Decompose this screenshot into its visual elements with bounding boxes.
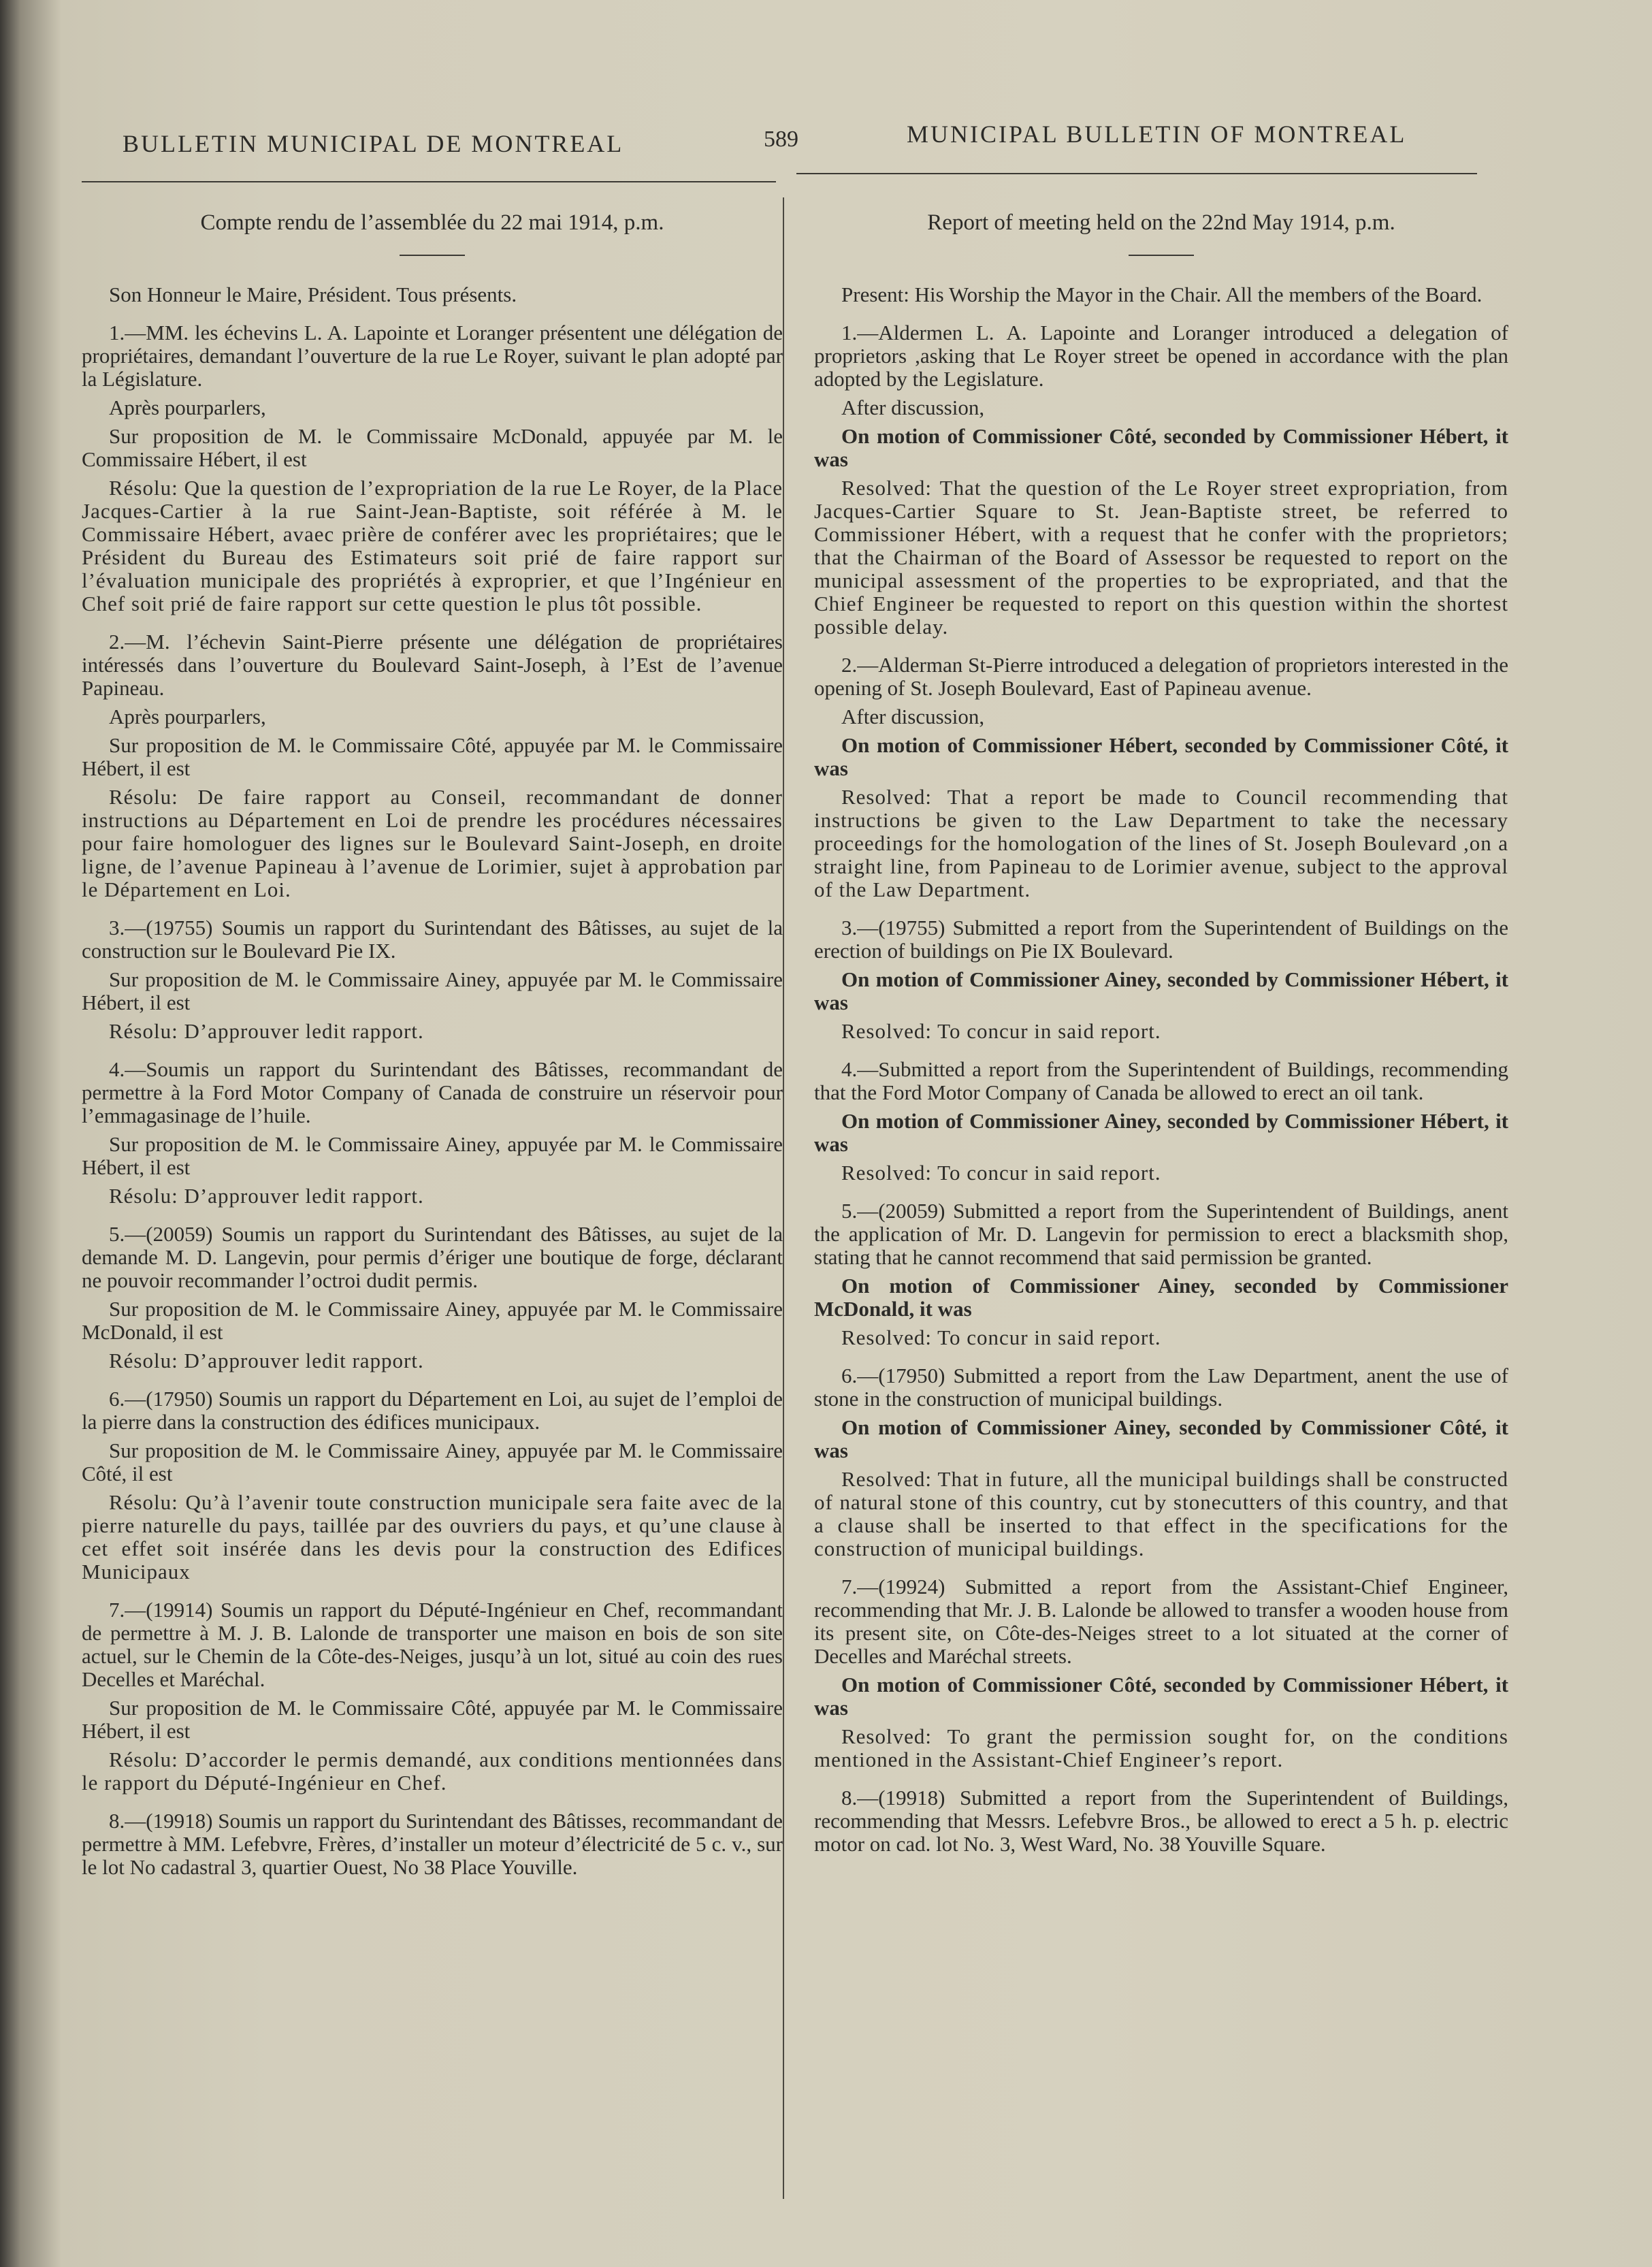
en-agenda-item: [814, 1364, 1508, 1560]
item-resolution: Resolved: To concur in said report.: [841, 1161, 1161, 1185]
item-resolution: Resolved: That a report be made to Council recommending that instructions be given to the Law Department to take the necessary proceedings for the homologation of the lines of St. Joseph Boulevard ,on a straight line, from Papineau to de Lorimier avenue, subject to the approval of the Law Department.: [814, 785, 1508, 901]
item-motion: On motion of Commissioner Ainey, seconded by Commissioner Hébert, it was: [814, 967, 1508, 1014]
fr-agenda-item: [82, 916, 783, 1043]
item-text: 5.—(20059) Submitted a report from the Superintendent of Buildings, anent the application of Mr. D. Langevin for permission to erect a blacksmith shop, stating that he cannot recommend that said permission be granted.: [814, 1199, 1508, 1269]
item-after-discussion: Après pourparlers,: [109, 705, 266, 728]
item-resolution: Résolu: D’approuver ledit rapport.: [109, 1184, 424, 1208]
item-text: 8.—(19918) Soumis un rapport du Surintendant des Bâtisses, recommandant de permettre à MM. Lefebvre, Frères, d’installer un moteur d’électricité de 5 c. v., sur le lot No cadastral 3, quartier Ouest, No 38 Place Youville.: [82, 1809, 783, 1879]
en-agenda-item: [814, 1200, 1508, 1349]
en-agenda-item: [814, 654, 1508, 901]
en-agenda-item: [814, 916, 1508, 1043]
item-text: 1.—MM. les échevins L. A. Lapointe et Loranger présentent une délégation de propriétaires, demandant l’ouverture de la rue Le Royer, suivant le plan adopté par la Législature.: [82, 321, 783, 391]
item-text: 4.—Soumis un rapport du Surintendant des Bâtisses, recommandant de permettre à la Ford Motor Company of Canada de construire un réservoir pour l’emmagasinage de l’huile.: [82, 1057, 783, 1127]
item-text: 7.—(19914) Soumis un rapport du Député-Ingénieur en Chef, recommandant de permettre à M. J. B. Lalonde de transporter une maison en bois de son site actuel, sur le Chemin de la Côte-des-Neiges, jusqu’à un lot, situé au coin des rues Decelles et Maréchal.: [82, 1598, 783, 1691]
page-header: [123, 120, 1484, 167]
header-french-title: BULLETIN MUNICIPAL DE MONTREAL: [123, 130, 624, 157]
fr-agenda-item: [82, 1058, 783, 1208]
item-text: 1.—Aldermen L. A. Lapointe and Loranger introduced a delegation of proprietors ,asking that Le Royer street be opened in accordance with the plan adopted by the Legislature.: [814, 321, 1508, 391]
item-resolution: Resolved: That the question of the Le Royer street expropriation, from Jacques-Cartier Square to St. Jean-Baptiste street, be referred to Commissioner Hébert, with a request that he confer with the proprietors; that the Chairman of the Board of Assessor be requested to report on the municipal assessment of the properties to be expropriated, and that the Chief Engineer be requested to report on this question within the shortest possible delay.: [814, 476, 1508, 639]
item-resolution: Résolu: D’approuver ledit rapport.: [109, 1349, 424, 1372]
fr-agenda-item: [82, 1810, 783, 1879]
item-motion: On motion of Commissioner Côté, seconded by Commissioner Hébert, it was: [814, 1673, 1508, 1720]
item-text: 6.—(17950) Soumis un rapport du Département en Loi, au sujet de l’emploi de la pierre dans la construction des édifices municipaux.: [82, 1387, 783, 1434]
french-items: [82, 321, 783, 1879]
item-motion: On motion of Commissioner Ainey, seconded by Commissioner McDonald, it was: [814, 1274, 1508, 1321]
item-resolution: Resolved: That in future, all the municipal buildings shall be constructed of natural stone of this country, cut by stonecutters of this country, and that a clause shall be inserted to that effect in the specifications for the construction of municipal buildings.: [814, 1467, 1508, 1560]
french-title: Compte rendu de l’assemblée du 22 mai 1914, p.m.: [200, 210, 664, 235]
item-after-discussion: After discussion,: [841, 705, 985, 728]
item-resolution: Résolu: D’approuver ledit rapport.: [109, 1019, 424, 1043]
english-column: [814, 197, 1508, 1861]
item-resolution: Resolved: To concur in said report.: [841, 1019, 1161, 1043]
page-number: 589: [764, 127, 798, 152]
item-resolution: Résolu: De faire rapport au Conseil, recommandant de donner instructions au Département en Loi de prendre les procédures nécessaires pour faire homologuer des lignes sur le Boulevard Saint-Joseph, en droite ligne, de l’avenue Papineau à l’avenue de Lorimier, sujet à approbation par le Département en Loi.: [82, 785, 783, 901]
fr-agenda-item: [82, 1387, 783, 1583]
header-rule-left: [82, 181, 776, 182]
item-motion: Sur proposition de M. le Commissaire Ainey, appuyée par M. le Commissaire Hébert, il est: [82, 967, 783, 1014]
item-text: 3.—(19755) Soumis un rapport du Surintendant des Bâtisses, au sujet de la construction sur le Boulevard Pie IX.: [82, 916, 783, 963]
item-resolution: Résolu: D’accorder le permis demandé, aux conditions mentionnées dans le rapport du Député-Ingénieur en Chef.: [82, 1748, 783, 1795]
english-items: [814, 321, 1508, 1856]
en-agenda-item: [814, 321, 1508, 639]
fr-agenda-item: [82, 321, 783, 615]
header-rule-right: [796, 173, 1477, 174]
en-agenda-item: [814, 1575, 1508, 1771]
item-motion: Sur proposition de M. le Commissaire Côté, appuyée par M. le Commissaire Hébert, il est: [82, 733, 783, 780]
english-title-rule: [1129, 255, 1194, 256]
item-motion: On motion of Commissioner Côté, seconded by Commissioner Hébert, it was: [814, 424, 1508, 471]
french-column: [82, 197, 783, 1884]
item-text: 2.—Alderman St-Pierre introduced a delegation of proprietors interested in the opening of St. Joseph Boulevard, East of Papineau avenue.: [814, 653, 1508, 700]
fr-agenda-item: [82, 630, 783, 901]
en-agenda-item: [814, 1058, 1508, 1185]
item-motion: On motion of Commissioner Ainey, seconded by Commissioner Côté, it was: [814, 1415, 1508, 1462]
item-text: 7.—(19924) Submitted a report from the Assistant-Chief Engineer, recommending that Mr. J. B. Lalonde be allowed to transfer a wooden house from its present site, on Côte-des-Neiges street to a lot situated at the corner of Decelles and Maréchal streets.: [814, 1575, 1508, 1668]
item-after-discussion: After discussion,: [841, 396, 985, 419]
item-resolution: Resolved: To concur in said report.: [841, 1325, 1161, 1349]
item-motion: On motion of Commissioner Hébert, seconded by Commissioner Côté, it was: [814, 733, 1508, 780]
fr-agenda-item: [82, 1223, 783, 1372]
item-motion: Sur proposition de M. le Commissaire Ainey, appuyée par M. le Commissaire Hébert, il est: [82, 1132, 783, 1179]
item-text: 4.—Submitted a report from the Superintendent of Buildings, recommending that the Ford Motor Company of Canada be allowed to erect an oil tank.: [814, 1057, 1508, 1104]
item-resolution: Resolved: To grant the permission sought for, on the conditions mentioned in the Assistant-Chief Engineer’s report.: [814, 1724, 1508, 1771]
french-title-rule: [400, 255, 465, 256]
item-resolution: Résolu: Qu’à l’avenir toute construction municipale sera faite avec de la pierre naturelle du pays, taillée par des ouvriers du pays, et qu’une clause à cet effet soit insérée dans les devis pour la construction des Edifices Municipaux: [82, 1490, 783, 1583]
header-english-title: MUNICIPAL BULLETIN OF MONTREAL: [907, 120, 1407, 148]
english-title: Report of meeting held on the 22nd May 1914, p.m.: [927, 210, 1395, 235]
en-agenda-item: [814, 1786, 1508, 1856]
english-present: Present: His Worship the Mayor in the Chair. All the members of the Board.: [841, 283, 1483, 306]
item-motion: Sur proposition de M. le Commissaire Côté, appuyée par M. le Commissaire Hébert, il est: [82, 1696, 783, 1743]
fr-agenda-item: [82, 1598, 783, 1795]
item-motion: Sur proposition de M. le Commissaire McDonald, appuyée par M. le Commissaire Hébert, il est: [82, 424, 783, 471]
item-after-discussion: Après pourparlers,: [109, 396, 266, 419]
item-resolution: Résolu: Que la question de l’expropriation de la rue Le Royer, de la Place Jacques-Cartier à la rue Saint-Jean-Baptiste, soit référée à M. le Commissaire Hébert, avaec prière de conférer avec les propriétaires; que le Président du Bureau des Estimateurs soit prié de faire rapport sur l’évaluation municipale des propriétés à exproprier, et que l’Ingénieur en Chef soit prié de faire rapport sur cette question le plus tôt possible.: [82, 476, 783, 615]
item-text: 5.—(20059) Soumis un rapport du Surintendant des Bâtisses, au sujet de la demande M. D. Langevin, pour permis d’ériger une boutique de forge, déclarant ne pouvoir recommander l’octroi dudit permis.: [82, 1222, 783, 1292]
item-motion: Sur proposition de M. le Commissaire Ainey, appuyée par M. le Commissaire McDonald, il est: [82, 1297, 783, 1344]
item-text: 6.—(17950) Submitted a report from the Law Department, anent the use of stone in the construction of municipal buildings.: [814, 1364, 1508, 1411]
column-divider: [783, 197, 784, 2199]
item-motion: On motion of Commissioner Ainey, seconded by Commissioner Hébert, it was: [814, 1109, 1508, 1156]
item-text: 3.—(19755) Submitted a report from the Superintendent of Buildings on the erection of buildings on Pie IX Boulevard.: [814, 916, 1508, 963]
item-text: 2.—M. l’échevin Saint-Pierre présente une délégation de propriétaires intéressés dans l’ouverture du Boulevard Saint-Joseph, à l’Est de l’avenue Papineau.: [82, 630, 783, 700]
french-present: Son Honneur le Maire, Président. Tous présents.: [109, 283, 517, 306]
item-text: 8.—(19918) Submitted a report from the Superintendent of Buildings, recommending that Messrs. Lefebvre Bros., be allowed to erect a 5 h. p. electric motor on cad. lot No. 3, West Ward, No. 38 Youville Square.: [814, 1786, 1508, 1856]
item-motion: Sur proposition de M. le Commissaire Ainey, appuyée par M. le Commissaire Côté, il est: [82, 1438, 783, 1485]
